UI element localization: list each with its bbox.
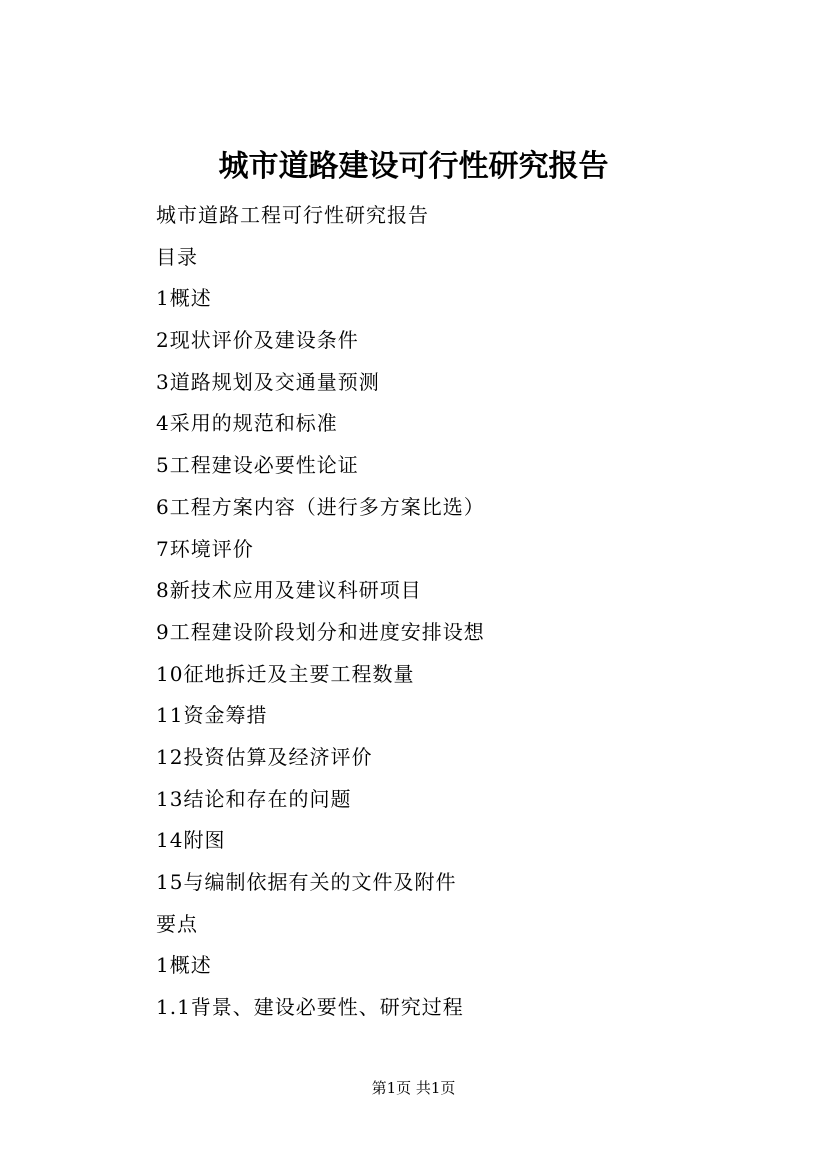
- document-title: 城市道路建设可行性研究报告: [218, 149, 609, 184]
- document-body: [156, 195, 485, 1029]
- text-line: 15与编制依据有关的文件及附件: [156, 870, 457, 894]
- text-line: 城市道路工程可行性研究报告: [156, 203, 429, 227]
- text-line: 4采用的规范和标准: [156, 411, 338, 436]
- text-line: 12投资估算及经济评价: [156, 744, 373, 769]
- text-line: 1概述: [156, 953, 212, 978]
- text-line: 要点: [156, 911, 198, 936]
- text-line: 14附图: [156, 828, 226, 853]
- text-line: 7环境评价: [156, 536, 254, 561]
- text-line: 6工程方案内容（进行多方案比选）: [156, 494, 485, 519]
- text-line: 2现状评价及建设条件: [156, 328, 359, 353]
- text-line: 1.1背景、建设必要性、研究过程: [156, 995, 464, 1020]
- text-line: 目录: [156, 244, 198, 269]
- text-line: 9工程建设阶段划分和进度安排设想: [156, 619, 485, 644]
- text-line: 10征地拆迁及主要工程数量: [156, 661, 415, 686]
- text-line: 8新技术应用及建议科研项目: [156, 578, 422, 603]
- text-line: 13结论和存在的问题: [156, 786, 352, 811]
- page-footer: 第1页 共1页: [371, 1079, 456, 1097]
- text-line: 5工程建设必要性论证: [156, 453, 359, 478]
- text-line: 1概述: [156, 286, 212, 311]
- text-line: 3道路规划及交通量预测: [156, 369, 380, 394]
- text-line: 11资金筹措: [156, 703, 268, 728]
